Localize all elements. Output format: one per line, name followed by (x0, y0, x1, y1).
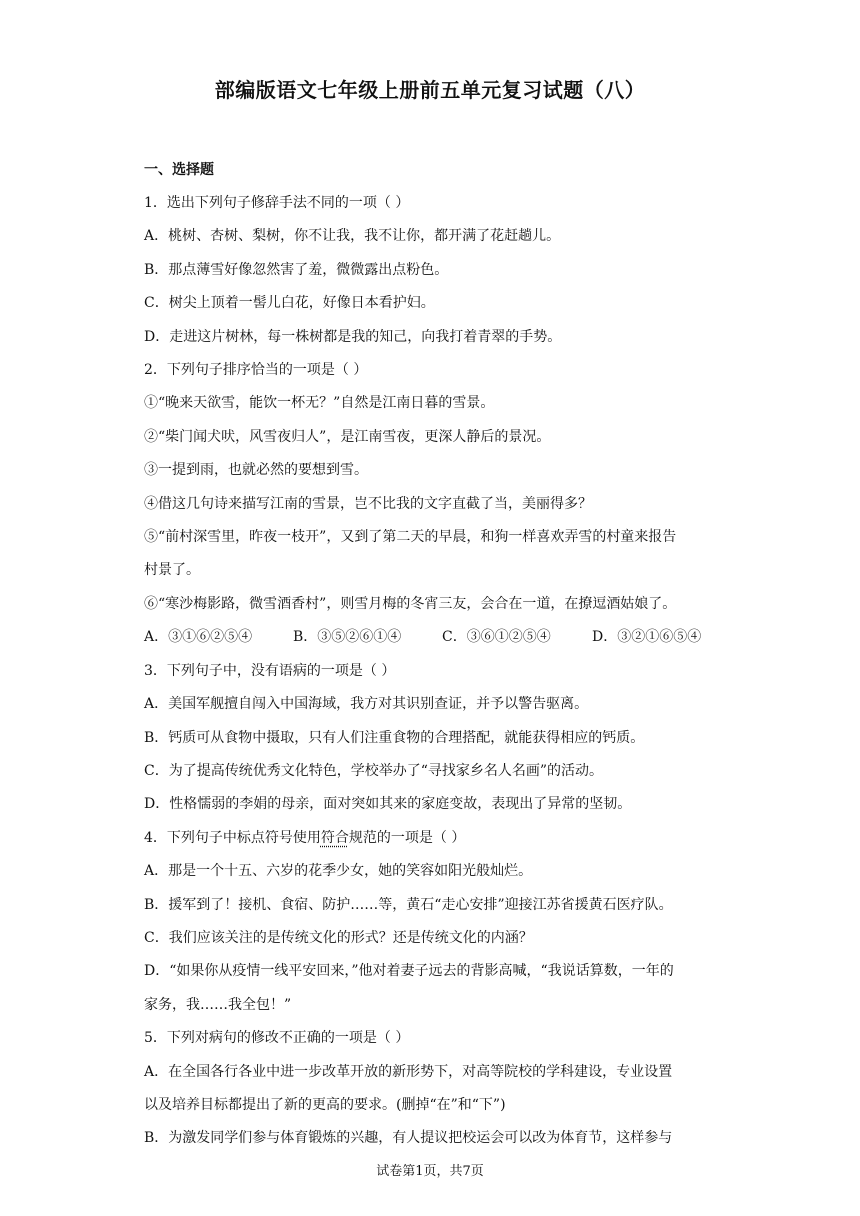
option-line: A．在全国各行各业中进一步改革开放的新形势下，对高等院校的学科建设，专业设置 (144, 1063, 673, 1080)
question-stem: 3．下列句子中，没有语病的一项是（ ） (144, 662, 396, 679)
question-stem: 5．下列对病句的修改不正确的一项是（ ） (144, 1030, 410, 1047)
sentence-line: ②“柴门闻犬吠，风雪夜归人”，是江南雪夜，更深人静后的景况。 (144, 428, 551, 445)
option-line: C．为了提高传统优秀文化特色，学校举办了“寻找家乡名人名画”的活动。 (144, 762, 604, 779)
option-line: A．美国军舰擅自闯入中国海域，我方对其识别查证，并予以警告驱离。 (144, 696, 589, 713)
option-line: B．那点薄雪好像忽然害了羞，微微露出点粉色。 (144, 261, 449, 278)
sentence-line: 村景了。 (144, 562, 200, 579)
page-title: 部编版语文七年级上册前五单元复习试题（八） (214, 78, 646, 102)
option-line: 家务，我……我全包！” (144, 996, 292, 1013)
option-line: B．援军到了！接机、食宿、防护……等，黄石“走心安排”迎接江苏省援黄石医疗队。 (144, 896, 673, 913)
question-stem: 2．下列句子排序恰当的一项是（ ） (144, 362, 368, 379)
option-line: D．走进这片树林，每一株树都是我的知己，向我打着青翠的手势。 (144, 328, 562, 345)
sentence-line: ③一提到雨，也就必然的要想到雪。 (144, 462, 368, 479)
question-list (144, 154, 724, 1156)
sentence-line: ①“晚来天欲雪，能饮一杯无？”自然是江南日暮的雪景。 (144, 395, 495, 412)
option-line: C．我们应该关注的是传统文化的形式？还是传统文化的内涵？ (144, 929, 533, 946)
sentence-line: ⑤“前村深雪里，昨夜一枝开”，又到了第二天的早晨，和狗一样喜欢弄雪的村童来报告 (144, 529, 677, 546)
section-heading: 一、选择题 (144, 162, 214, 178)
question-stem (144, 822, 724, 855)
option-line: A．桃树、杏树、梨树，你不让我，我不让你，都开满了花赶趟儿。 (144, 228, 561, 245)
sentence-line: ⑥“寒沙梅影路，微雪酒香村”，则雪月梅的冬宵三友，会合在一道，在撩逗酒姑娘了。 (144, 595, 677, 612)
answer-option-b: B．③⑤②⑥①④ (293, 629, 402, 646)
option-line: 以及培养目标都提出了新的更高的要求。(删掉“在”和“下”) (144, 1096, 506, 1113)
option-line: D．“如果你从疫情一线平安回来，”他对着妻子远去的背影高喊，“我说话算数，一年的 (144, 963, 674, 980)
question-stem: 1．选出下列句子修辞手法不同的一项（ ） (144, 195, 410, 211)
emphasized-word: 符合 (320, 829, 349, 846)
stem-text: 4．下列句子中标点符号使用 (144, 829, 321, 846)
answer-option-d: D．③②①⑥⑤④ (592, 629, 702, 646)
option-line: B．为激发同学们参与体育锻炼的兴趣，有人提议把校运会可以改为体育节，这样参与 (144, 1130, 673, 1147)
option-line: C．树尖上顶着一髻儿白花，好像日本看护妇。 (144, 295, 435, 312)
option-line: B．钙质可从食物中摄取，只有人们注重食物的合理搭配，就能获得相应的钙质。 (144, 729, 645, 746)
option-line: D．性格懦弱的李娟的母亲，面对突如其来的家庭变故，表现出了异常的坚韧。 (144, 796, 632, 813)
answer-options (144, 621, 724, 654)
option-line: A．那是一个十五、六岁的花季少女，她的笑容如阳光般灿烂。 (144, 863, 533, 880)
answer-option-a: A．③①⑥②⑤④ (144, 629, 253, 646)
stem-text: 规范的一项是（ ） (348, 829, 466, 846)
answer-option-c: C．③⑥①②⑤④ (442, 629, 551, 646)
page-footer: 试卷第1页，共7页 (376, 1164, 484, 1179)
sentence-line: ④借这几句诗来描写江南的雪景，岂不比我的文字直截了当，美丽得多？ (144, 495, 592, 512)
